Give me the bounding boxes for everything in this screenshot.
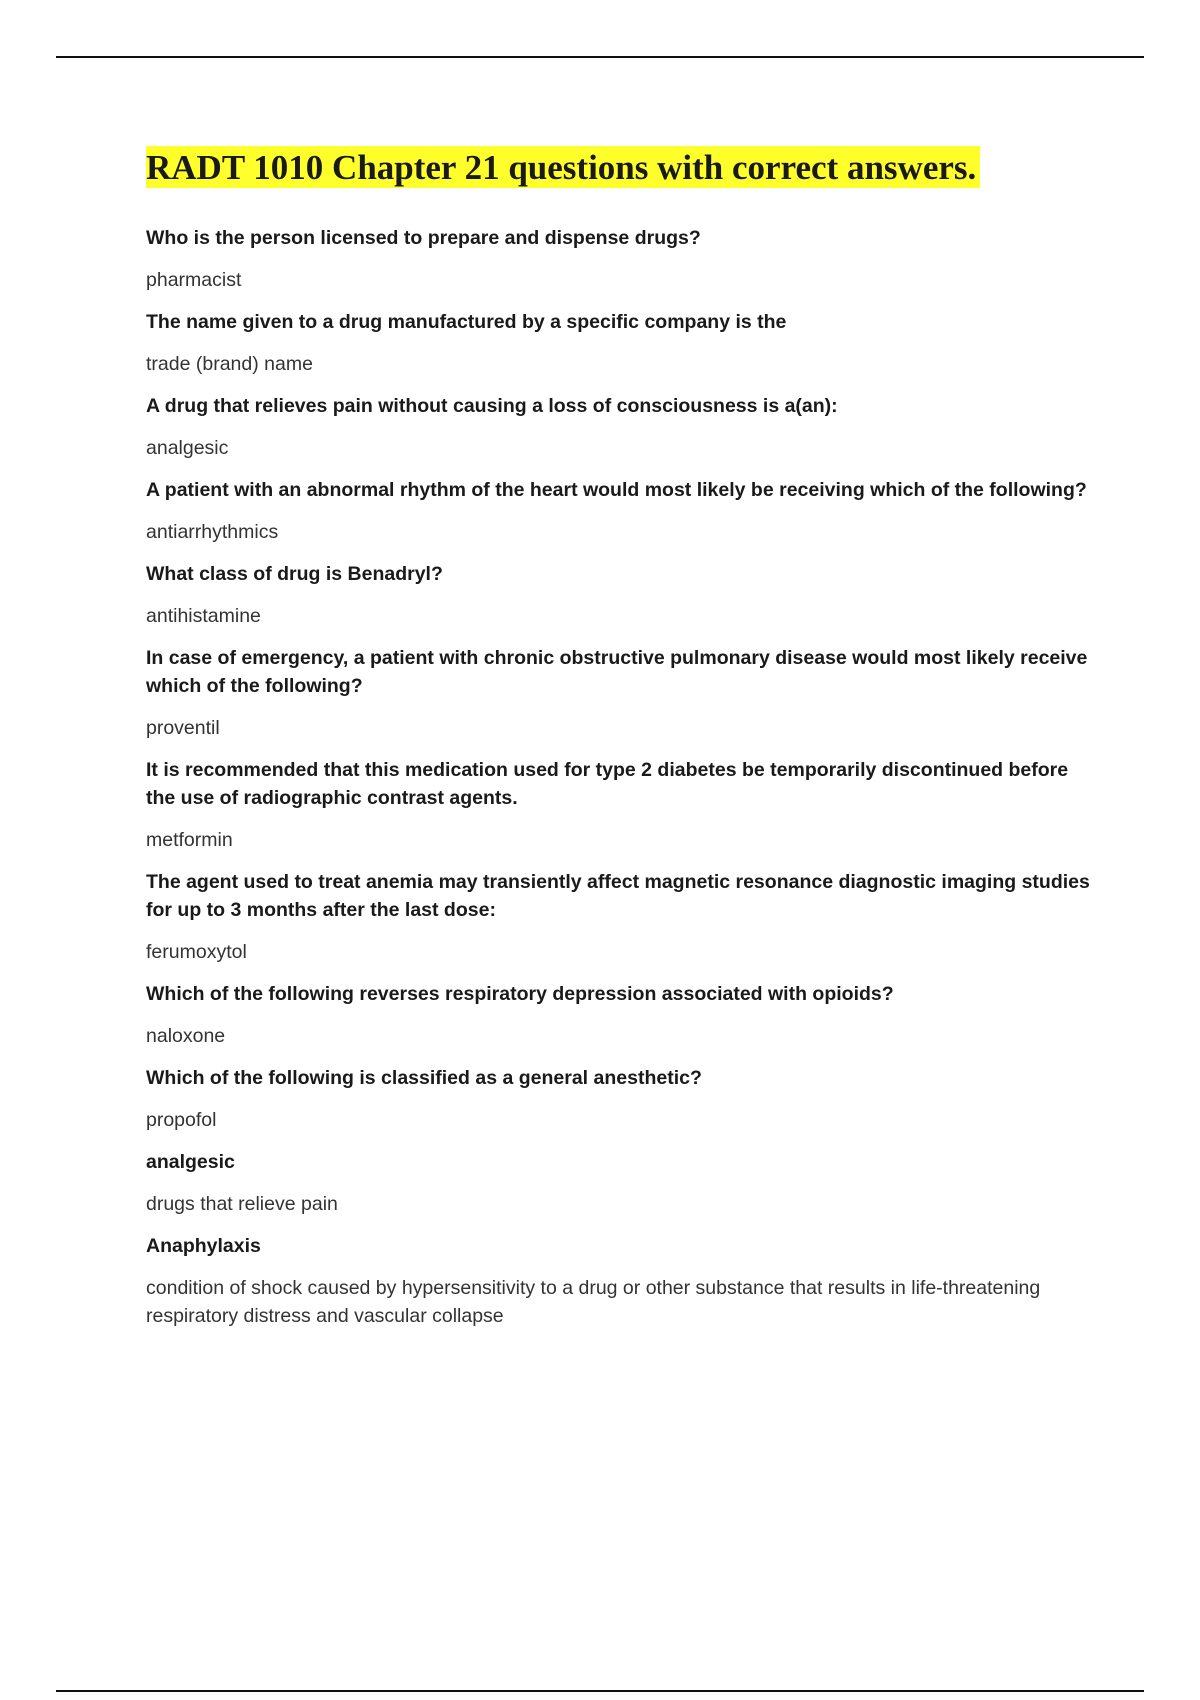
question-text: In case of emergency, a patient with chronic obstructive pulmonary disease would most likely receive which of the following?: [146, 647, 1088, 697]
qa-item: [146, 868, 1096, 966]
qa-item: [146, 392, 1096, 462]
question-text: Who is the person licensed to prepare and dispense drugs?: [146, 227, 701, 249]
question-text: Which of the following is classified as a general anesthetic?: [146, 1067, 702, 1089]
qa-item: [146, 476, 1096, 546]
question-text: A drug that relieves pain without causing a loss of consciousness is a(an):: [146, 395, 838, 417]
answer-text: proventil: [146, 717, 220, 739]
answer-text: propofol: [146, 1109, 217, 1131]
qa-item: [146, 756, 1096, 854]
top-divider: [56, 56, 1144, 58]
qa-item: [146, 560, 1096, 630]
question-text: The name given to a drug manufactured by a specific company is the: [146, 311, 787, 333]
question-text: It is recommended that this medication used for type 2 diabetes be temporarily discontinued before the use of radiographic contrast agents.: [146, 759, 1069, 809]
answer-text: antihistamine: [146, 605, 261, 627]
answer-text: ferumoxytol: [146, 941, 247, 963]
question-text: analgesic: [146, 1151, 235, 1173]
answer-text: drugs that relieve pain: [146, 1193, 338, 1215]
question-text: Anaphylaxis: [146, 1235, 261, 1257]
document-body: [146, 146, 1096, 1344]
qa-item: [146, 980, 1096, 1050]
qa-item: [146, 1064, 1096, 1134]
question-text: What class of drug is Benadryl?: [146, 563, 443, 585]
qa-item: [146, 224, 1096, 294]
answer-text: analgesic: [146, 437, 229, 459]
document-title: RADT 1010 Chapter 21 questions with correct answers.: [146, 146, 980, 188]
question-text: The agent used to treat anemia may transiently affect magnetic resonance diagnostic imaging studies for up to 3 months after the last dose:: [146, 871, 1090, 921]
qa-item: [146, 1232, 1096, 1330]
question-text: Which of the following reverses respiratory depression associated with opioids?: [146, 983, 894, 1005]
answer-text: condition of shock caused by hypersensitivity to a drug or other substance that results in life-threatening respiratory distress and vascular collapse: [146, 1277, 1041, 1327]
answer-text: metformin: [146, 829, 233, 851]
answer-text: antiarrhythmics: [146, 521, 279, 543]
qa-item: [146, 308, 1096, 378]
answer-text: pharmacist: [146, 269, 242, 291]
bottom-divider: [56, 1690, 1144, 1692]
qa-item: [146, 1148, 1096, 1218]
question-text: A patient with an abnormal rhythm of the heart would most likely be receiving which of the following?: [146, 479, 1087, 501]
answer-text: naloxone: [146, 1025, 226, 1047]
qa-item: [146, 644, 1096, 742]
answer-text: trade (brand) name: [146, 353, 313, 375]
